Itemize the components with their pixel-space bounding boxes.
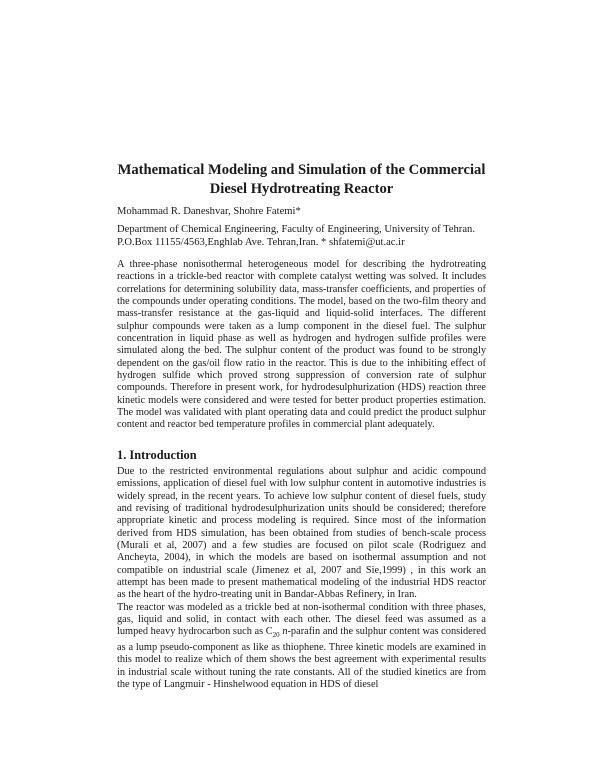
abstract: A three-phase nonisothermal heterogeneous model for describing the hydrotreating reactions in a trickle-bed reactor with complete catalyst wetting was solved. It includes correlations for determining solubility data, mass-transfer coefficients, and properties of the compounds under operating conditions. The model, based on the two-film theory and mass-transfer resistance at the gas-liquid and liquid-solid interfaces. The different sulphur compounds were taken as a lump component in the diesel fuel. The sulphur concentration in liquid phase as well as hydrogen and hydrogen sulfide profiles were simulated along the bed. The sulphur content of the product was found to be strongly dependent on the gas/oil flow ratio in the reactor. This is due to the inhibiting effect of hydrogen sulfide which proved strong suppression of conversion rate of sulphur compounds. Therefore in present work, for hydrodesulphurization (HDS) reaction three kinetic models were considered and were tested for better product properties estimation. The model was validated with plant operating data and could predict the product sulphur content and reactor bed temperature profiles in commercial plant adequately. — [117, 259, 486, 431]
paragraph-2-text-a: The reactor was modeled as a trickle bed at non-isothermal condition with three phases, gas, liquid and solid, in contact with each other. The diesel feed was assumed as a lumped heavy hydrocarbon such as C — [117, 601, 486, 638]
introduction-paragraph-1: Due to the restricted environmental regulations about sulphur and acidic compound emissions, application of diesel fuel with low sulphur content in automotive industries is widely spread, in the recent years. To achieve low sulphur content of diesel fuels, study and revising of traditional hydrodesulphurization units should be considered; therefore appropriate kinetic and process modeling is required. Since most of the information derived from HDS simulation, has been obtained from studies of bench-scale process (Murali et al, 2007) and a few studies are focused on pilot scale (Rodriguez and Ancheyta, 2004), in which the models are based on isothermal assumption and not compatible on industrial scale (Jimenez et al, 2007 and Sie,1999) , in this work an attempt has been made to present mathematical modeling of the industrial HDS reactor as the heart of the hydro-treating unit in Bandar-Abbas Refinery, in Iran. — [117, 466, 486, 601]
introduction-body — [117, 466, 486, 691]
paper-title — [117, 161, 486, 198]
title-line-1: Mathematical Modeling and Simulation of the Commercial — [117, 162, 486, 178]
authors: Mohammad R. Daneshvar, Shohre Fatemi* — [117, 206, 301, 217]
carbon-subscript: 20 — [272, 631, 280, 640]
n-italic: n — [282, 626, 288, 638]
title-line-2: Diesel Hydrotreating Reactor — [209, 180, 394, 197]
affiliation-line-2: P.O.Box 11155/4563,Enghlab Ave. Tehran,Iran. * shfatemi@ut.ac.ir — [117, 236, 405, 248]
introduction-paragraph-2 — [117, 602, 486, 691]
affiliation — [117, 224, 486, 249]
affiliation-line-1: Department of Chemical Engineering, Faculty of Engineering, University of Tehran. — [117, 224, 475, 235]
paragraph-2-text-b: -parafin and the sulphur content was considered as a lump pseudo-component as like as thiophene. Three kinetic models are examined in this model to realize which of them shows the best agreement with experimental results in industrial scale without tuning the rate constants. All of the studied kinetics are from the type of Langmuir - Hinshelwood equation in HDS of diesel — [117, 626, 486, 690]
section-heading-introduction: 1. Introduction — [117, 448, 197, 462]
